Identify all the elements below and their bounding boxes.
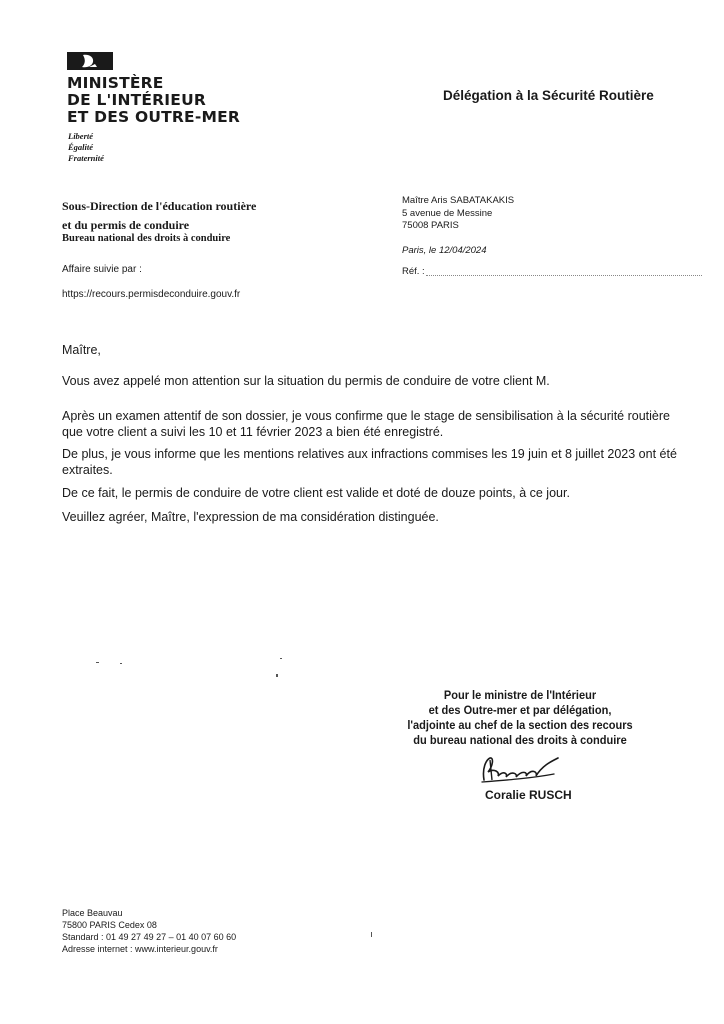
footer-line: Adresse internet : www.interieur.gouv.fr	[62, 944, 218, 954]
scan-speck	[371, 932, 372, 937]
affaire-suivie: Affaire suivie par :	[62, 264, 142, 275]
paragraph-1: Vous avez appelé mon attention sur la situation du permis de conduire de votre client M.	[62, 374, 550, 388]
ministry-name	[67, 75, 240, 126]
marianne-logo-icon	[67, 52, 113, 70]
letter-date: Paris, le 12/04/2024	[402, 245, 487, 256]
ministry-line: ET DES OUTRE-MER	[67, 108, 241, 126]
scan-speck	[120, 663, 122, 664]
subdirection-line: Sous-Direction de l'éducation routière	[62, 199, 257, 213]
recipient-name: Maître Aris SABATAKAKIS	[402, 195, 515, 206]
ministry-line: MINISTÈRE	[67, 74, 164, 92]
subdirection-line: et du permis de conduire	[62, 218, 190, 232]
reference-dotted-line	[426, 266, 702, 276]
motto-line: Fraternité	[68, 153, 104, 163]
recipient-city: 75008 PARIS	[402, 220, 459, 231]
motto-line: Liberté	[68, 131, 94, 141]
stamp-line: et des Outre-mer et par délégation,	[428, 703, 612, 717]
recipient-address	[402, 195, 514, 233]
reference-label: Réf. :	[402, 266, 425, 277]
subdirection	[62, 197, 256, 235]
stamp-line: du bureau national des droits à conduire	[413, 733, 627, 747]
footer-line: 75800 PARIS Cedex 08	[62, 920, 157, 930]
scan-speck	[276, 674, 278, 677]
recipient-street: 5 avenue de Messine	[402, 207, 493, 219]
bureau-name: Bureau national des droits à conduire	[62, 233, 231, 244]
motto-line: Égalité	[68, 142, 94, 152]
ministry-line: DE L'INTÉRIEUR	[67, 91, 206, 109]
footer-address	[62, 907, 236, 955]
scan-speck	[96, 662, 99, 663]
paragraph-2: Après un examen attentif de son dossier, je vous confirme que le stage de sensibilisation à la sécurité routière que votre client a suivi les 10 et 11 février 2023 a bien été enregistré.	[62, 409, 670, 439]
signature-stamp	[405, 688, 635, 748]
recours-url: https://recours.permisdeconduire.gouv.fr	[62, 289, 241, 300]
salutation: Maître,	[62, 343, 101, 357]
stamp-line: l'adjointe au chef de la section des recours	[407, 718, 633, 732]
footer-line: Place Beauvau	[62, 908, 123, 918]
paragraph-5: Veuillez agréer, Maître, l'expression de ma considération distinguée.	[62, 510, 439, 524]
paragraph-4: De ce fait, le permis de conduire de votre client est valide et doté de douze points, à ce jour.	[62, 486, 570, 500]
stamp-line: Pour le ministre de l'Intérieur	[443, 688, 597, 702]
footer-line: Standard : 01 49 27 49 27 – 01 40 07 60 60	[62, 932, 237, 942]
signatory-name: Coralie RUSCH	[485, 788, 572, 802]
paragraph-3: De plus, je vous informe que les mentions relatives aux infractions commises les 19 juin et 8 juillet 2023 ont été extraites.	[62, 447, 677, 477]
republic-motto	[68, 131, 104, 164]
delegation-title: Délégation à la Sécurité Routière	[443, 88, 654, 103]
scan-speck	[280, 658, 282, 659]
